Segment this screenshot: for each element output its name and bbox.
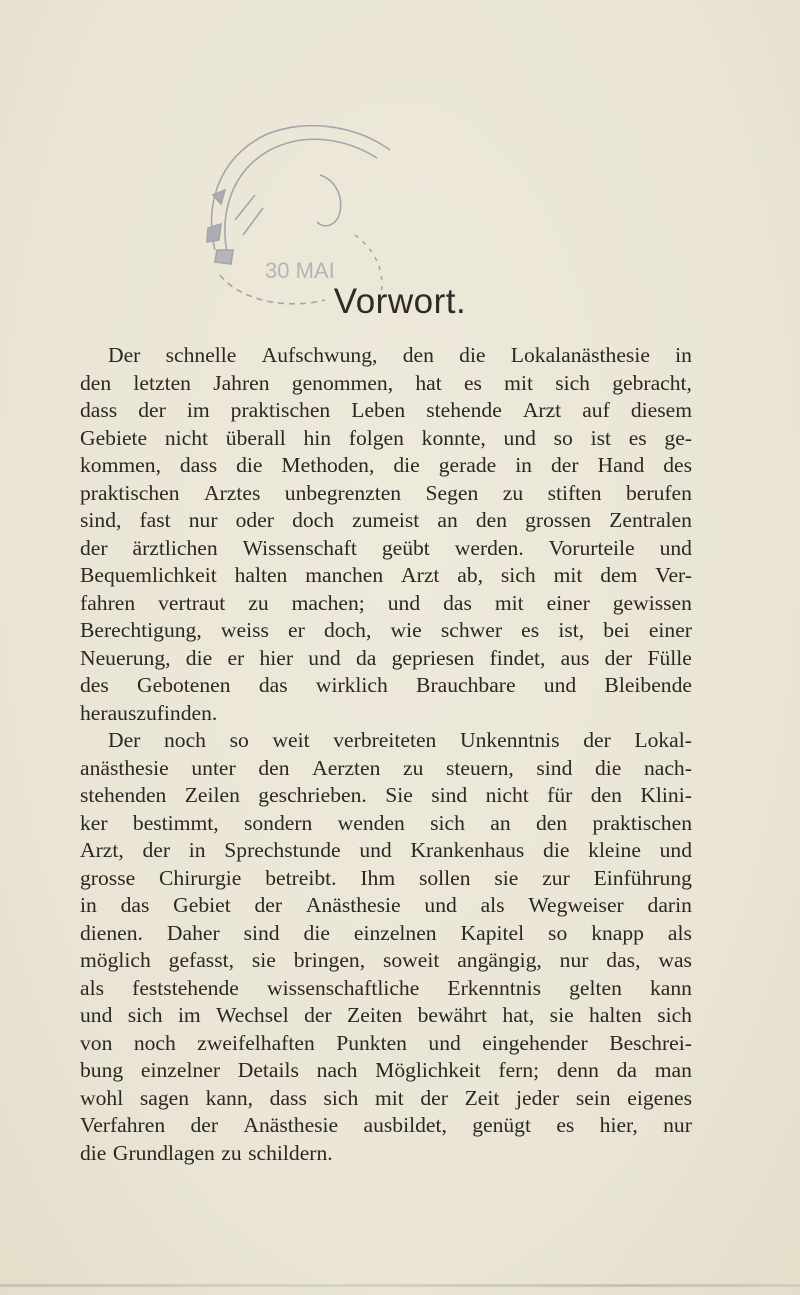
text-line: und sich im Wechsel der Zeiten bewährt hat, sie halten sich (80, 1003, 692, 1027)
text-line: Neuerung, die er hier und da gepriesen findet, aus der Fülle (80, 645, 692, 670)
page-edge-divider (0, 1284, 800, 1287)
text-line: ker bestimmt, sondern wenden sich an den praktischen (80, 810, 692, 835)
text-line: Der noch so weit verbreiteten Unkenntnis der Lokal- (108, 728, 692, 752)
text-line: kommen, dass die Methoden, die gerade in der Hand des (80, 453, 692, 477)
text-line: anästhesie unter den Aerzten zu steuern, sind die nach- (80, 755, 692, 780)
text-line: des Gebotenen das wirklich Brauchbare und Bleibende (80, 673, 692, 697)
text-line: dienen. Daher sind die einzelnen Kapitel so knapp als (80, 920, 692, 945)
text-line: die Grundlagen zu schildern. (80, 1140, 333, 1165)
text-line: stehenden Zeilen geschrieben. Sie sind nicht für den Klini- (80, 783, 692, 807)
text-line: praktischen Arztes unbegrenzten Segen zu stiften berufen (80, 480, 692, 505)
text-line: grosse Chirurgie betreibt. Ihm sollen sie zur Einführung (80, 865, 692, 890)
text-line: fahren vertraut zu machen; und das mit einer gewissen (80, 590, 692, 615)
text-line: Bequemlichkeit halten manchen Arzt ab, sich mit dem Ver- (80, 563, 692, 587)
text-line: Verfahren der Anästhesie ausbildet, genügt es hier, nur (80, 1113, 692, 1137)
text-line: dass der im praktischen Leben stehende Arzt auf diesem (80, 398, 692, 422)
text-line: in das Gebiet der Anästhesie und als Wegweiser darin (80, 893, 692, 917)
text-line: sind, fast nur oder doch zumeist an den grossen Zentralen (80, 508, 692, 532)
text-line: Gebiete nicht überall hin folgen konnte, und so ist es ge- (80, 425, 692, 450)
text-line: möglich gefasst, sie bringen, soweit angängig, nur das, was (80, 948, 692, 972)
text-line: wohl sagen kann, dass sich mit der Zeit jeder sein eigenes (80, 1085, 692, 1110)
text-line: den letzten Jahren genommen, hat es mit sich gebracht, (80, 370, 692, 395)
text-line: Arzt, der in Sprechstunde und Krankenhaus die kleine und (80, 838, 692, 862)
text-line: herauszufinden. (80, 700, 218, 725)
text-line: Der schnelle Aufschwung, den die Lokalanästhesie in (108, 343, 692, 367)
text-line: Berechtigung, weiss er doch, wie schwer es ist, bei einer (80, 618, 692, 642)
svg-text:30 MAI: 30 MAI (265, 258, 335, 283)
text-line: der ärztlichen Wissenschaft geübt werden. Vorurteile und (80, 535, 692, 560)
text-line: bung einzelner Details nach Möglichkeit fern; denn da man (80, 1058, 692, 1082)
page-title: Vorwort. (333, 282, 467, 321)
text-line: als feststehende wissenschaftliche Erkenntnis gelten kann (80, 975, 692, 1000)
preface-text (80, 342, 692, 1167)
text-line: von noch zweifelhaften Punkten und eingehender Beschrei- (80, 1030, 692, 1055)
